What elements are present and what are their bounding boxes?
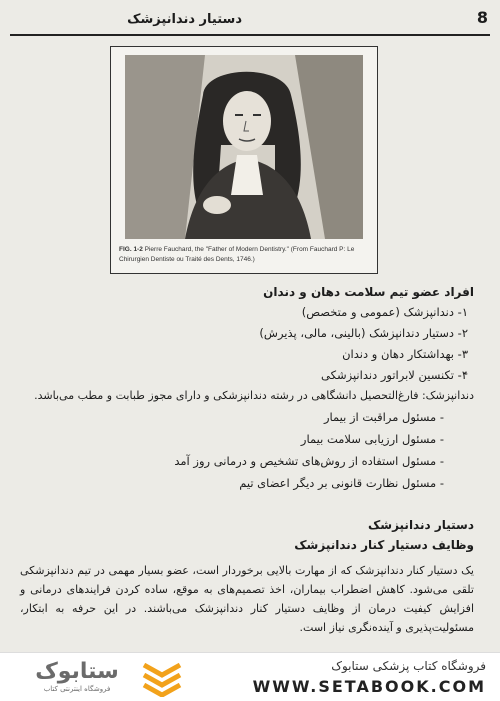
running-title: دستیار دندانپزشک — [127, 12, 242, 27]
team-section — [20, 282, 474, 494]
team-item: ۳- بهداشتکار دهان و دندان — [342, 347, 468, 361]
running-header — [10, 6, 490, 36]
duty-item: - مسئول استفاده از روش‌های تشخیص و درمانی روز آمد — [174, 454, 444, 468]
duty-item: - مسئول مراقبت از بیمار — [323, 410, 444, 424]
figure-caption — [119, 245, 369, 265]
duty-item: - مسئول ارزیابی سلامت بیمار — [300, 432, 444, 446]
book-stack-icon — [144, 665, 180, 695]
figure-caption-text: Pierre Fauchard, the "Father of Modern Dentistry." (From Fauchard P: Le Chirurgien Dentiste ou Traité des Dents, 1746.) — [119, 246, 355, 263]
assistant-subheading: وظایف دستیار کنار دندانپزشک — [294, 538, 474, 552]
store-footer — [0, 652, 500, 701]
team-item: ۴- تکنسین لابراتور دندانپزشکی — [321, 368, 468, 382]
logo-subtext: فروشگاه اینترنتی کتاب — [43, 685, 111, 693]
assistant-heading: دستیار دندانپزشک — [367, 518, 474, 532]
assistant-section — [20, 515, 474, 637]
portrait-image — [125, 55, 363, 239]
store-url[interactable]: WWW.SETABOOK.COM — [252, 677, 486, 696]
figure-label: FIG. 1-2 — [119, 246, 143, 253]
store-name: فروشگاه کتاب پزشکی ستابوک — [331, 659, 486, 673]
dentist-definition: دندانپزشک: فارغ‌التحصیل دانشگاهی در رشته دندانپزشکی و دارای مجوز طبابت و مطب می‌باشد. — [34, 389, 474, 402]
team-item: ۲- دستیار دندانپزشک (بالینی، مالی، پذیرش) — [259, 326, 468, 340]
team-heading: افراد عضو تیم سلامت دهان و دندان — [263, 285, 474, 299]
team-item: ۱- دندانپزشک (عمومی و متخصص) — [301, 305, 468, 319]
figure-box — [110, 46, 378, 274]
page-number: 8 — [476, 8, 488, 27]
store-logo[interactable] — [12, 659, 182, 697]
logo-text: ستابوک — [35, 659, 119, 684]
assistant-paragraph: یک دستیار کنار دندانپزشک که از مهارت بالایی برخوردار است، عضو بسیار مهمی در تیم دندانپزشکی تلقی می‌شود. کاهش اضطراب بیماران، اخذ تصمیم‌های به موقع، ساده کردن فرایندهای درمانی و افزایش کیفیت درمان از وظایف دستیار کنار دندانپزشک می‌باشند. در این حرفه به ابتکار، مسئولیت‌پذیری و آینده‌نگری نیاز است. — [20, 564, 474, 634]
duty-item: - مسئول نظارت قانونی بر دیگر اعضای تیم — [239, 476, 444, 490]
